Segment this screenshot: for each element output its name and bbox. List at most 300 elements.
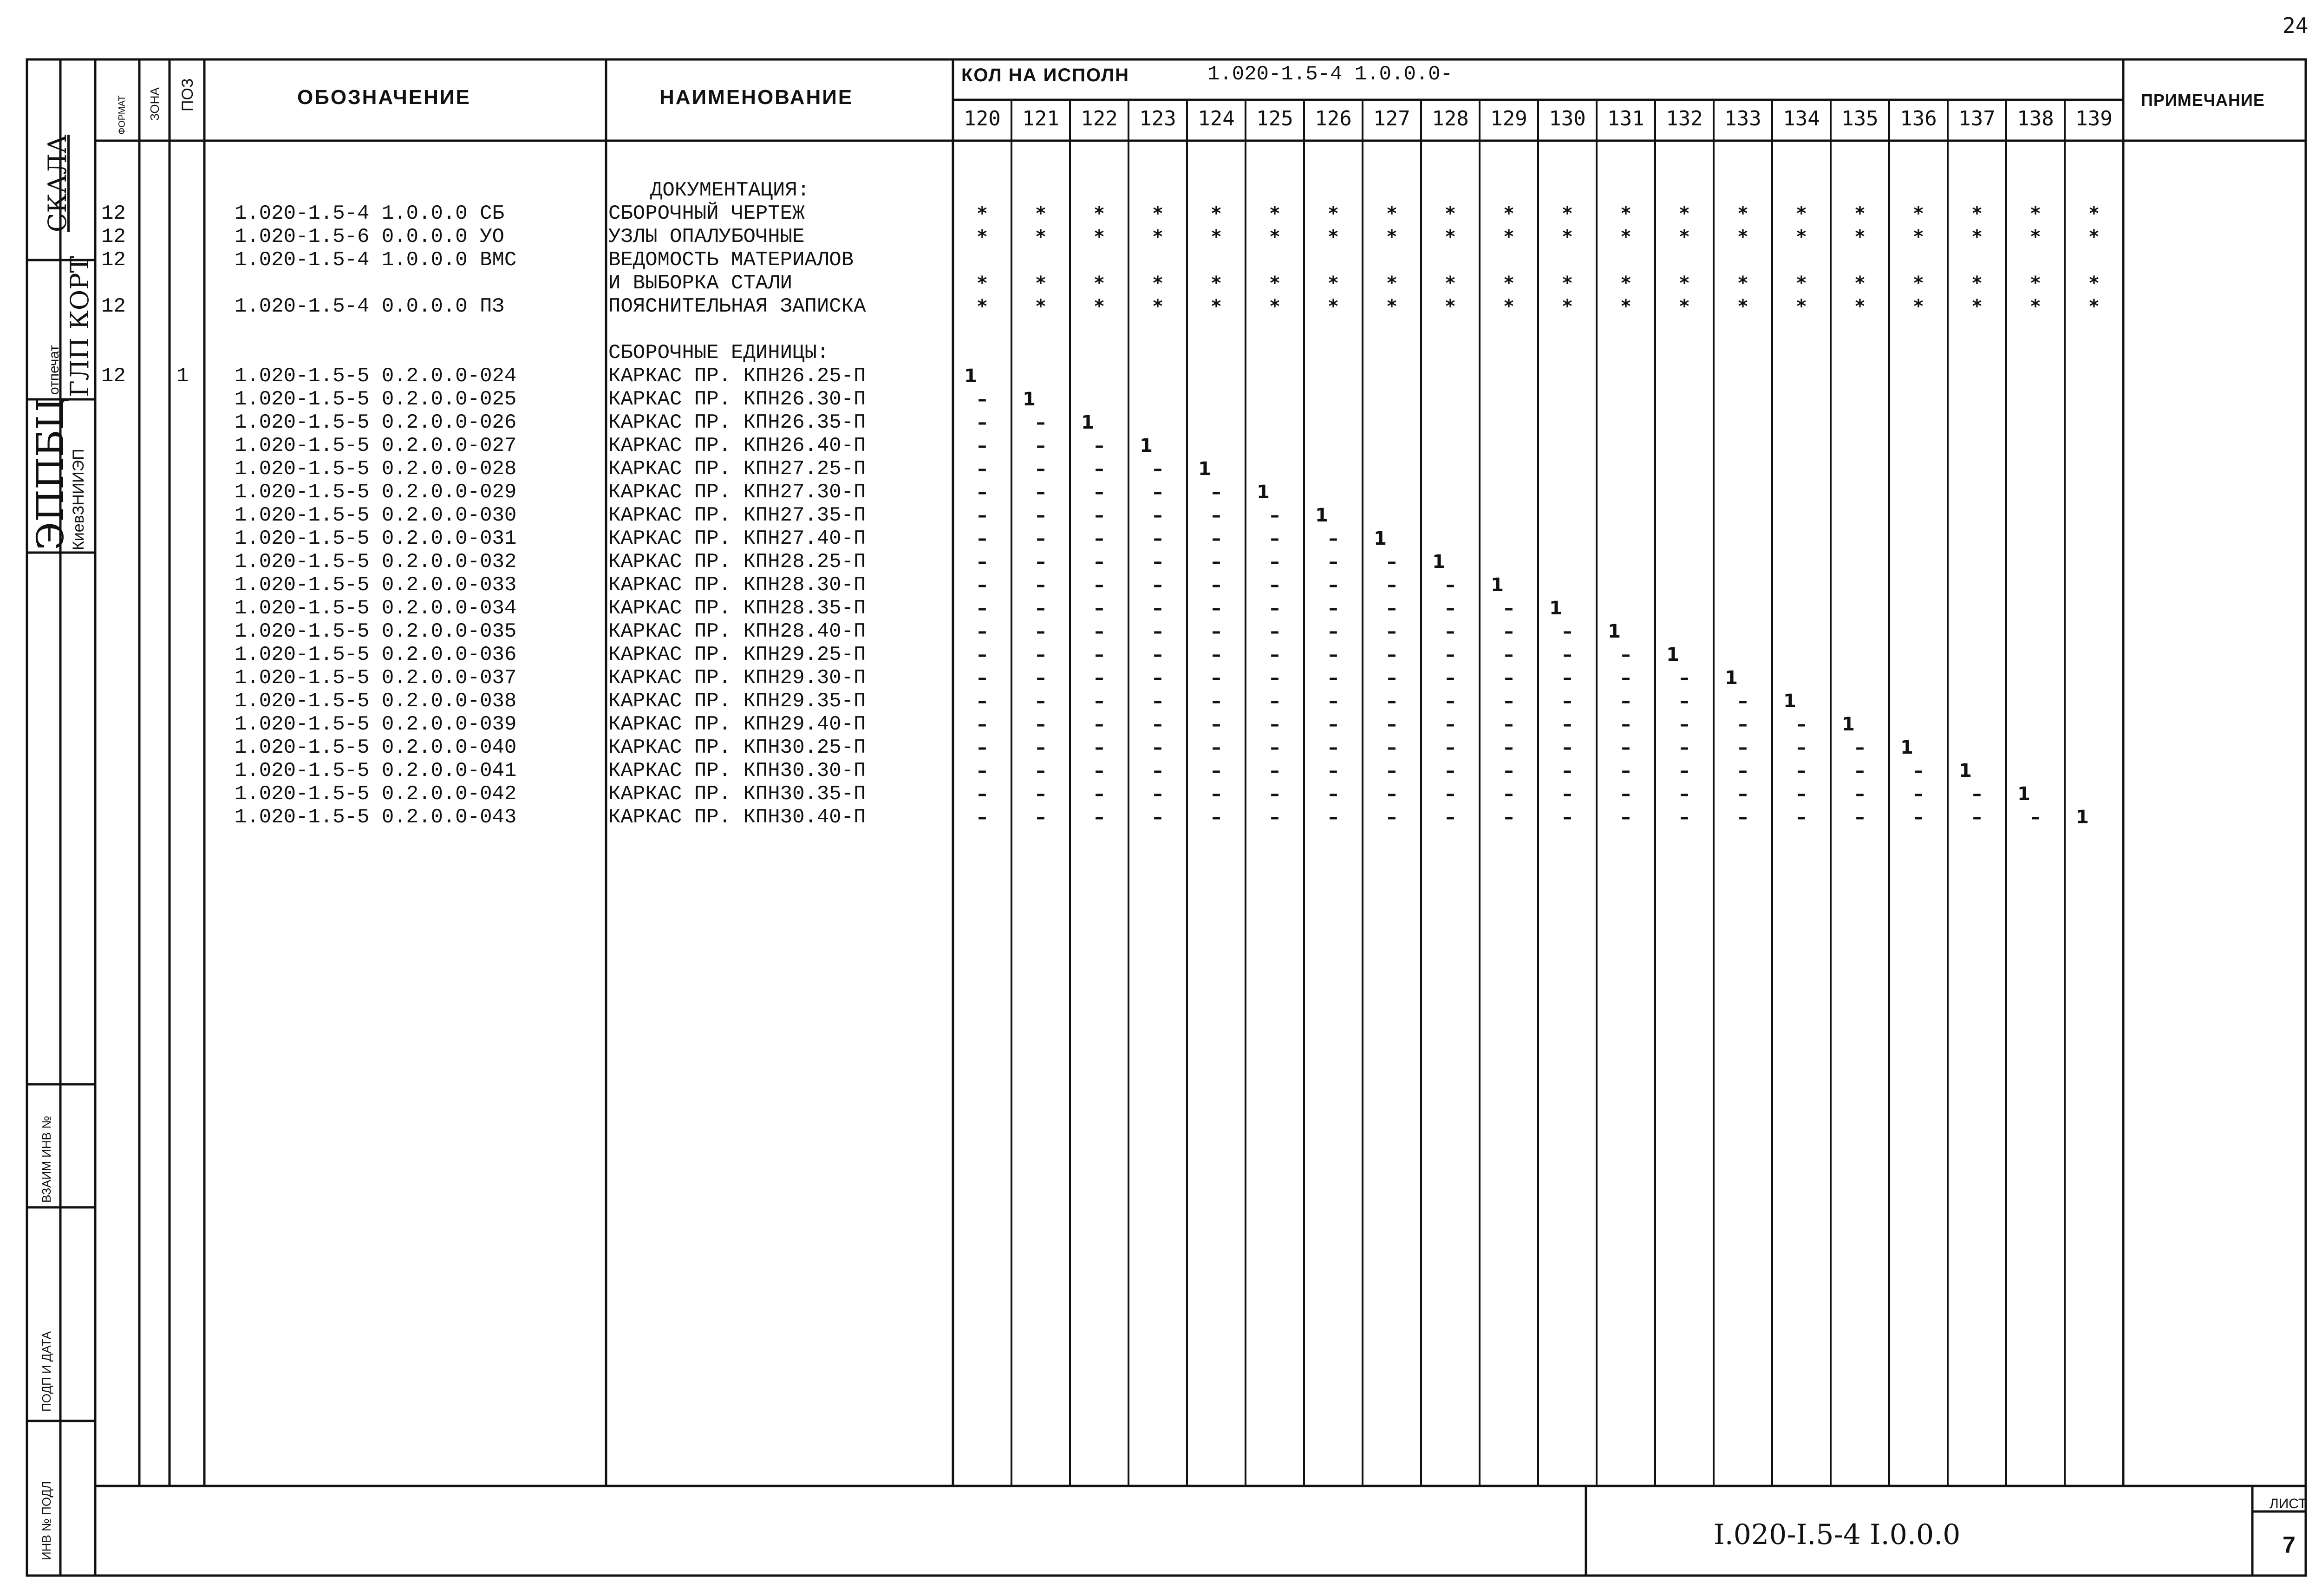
- qty-mark-dash: –: [1212, 760, 1221, 782]
- qty-mark-dash: –: [1095, 574, 1104, 596]
- row-designation: 1.020-1.5-5 0.2.0.0-028: [235, 457, 517, 481]
- qty-mark-dash: –: [1270, 598, 1279, 619]
- qty-mark-dash: –: [1563, 644, 1572, 665]
- row-name: И ВЫБОРКА СТАЛИ: [608, 272, 793, 295]
- qty-mark-dash: –: [1504, 644, 1513, 665]
- qty-mark-one: 1: [1900, 737, 1913, 758]
- row-designation: 1.020-1.5-5 0.2.0.0-040: [235, 736, 517, 759]
- qty-mark-dash: –: [1270, 574, 1279, 596]
- qty-mark: *: [1855, 203, 1865, 224]
- section-documentation: ДОКУМЕНТАЦИЯ:: [650, 179, 810, 202]
- title-doc-code: I.020-I.5-4 I.0.0.0: [1714, 1518, 1961, 1551]
- qty-mark: *: [1387, 226, 1397, 248]
- row-designation: 1.020-1.5-5 0.2.0.0-030: [235, 504, 517, 527]
- qty-mark-dash: –: [1329, 714, 1338, 735]
- qty-mark-dash: –: [1036, 807, 1045, 828]
- qty-mark-dash: –: [1036, 783, 1045, 805]
- qty-mark-dash: –: [1036, 667, 1045, 689]
- qty-mark-one: 1: [1257, 482, 1270, 503]
- qty-mark: *: [1153, 296, 1163, 317]
- row-designation: 1.020-1.5-5 0.2.0.0-024: [235, 365, 517, 388]
- qty-mark-dash: –: [1504, 783, 1513, 805]
- qty-mark-dash: –: [1680, 667, 1689, 689]
- qty-mark-dash: –: [1329, 644, 1338, 665]
- row-designation: 1.020-1.5-5 0.2.0.0-031: [235, 527, 517, 550]
- sheet-label: ЛИСТ: [2270, 1496, 2307, 1511]
- page-number: 24: [2283, 13, 2309, 38]
- row-name: КАРКАС ПР. КПН27.25-П: [608, 457, 866, 481]
- qty-mark-one: 1: [1081, 412, 1094, 433]
- qty-mark-dash: –: [1036, 528, 1045, 549]
- qty-mark-dash: –: [978, 691, 987, 712]
- row-designation: 1.020-1.5-5 0.2.0.0-032: [235, 550, 517, 573]
- qty-mark: *: [1972, 273, 1982, 294]
- row-name: КАРКАС ПР. КПН26.35-П: [608, 411, 866, 434]
- qty-column-number: 135: [1841, 107, 1878, 130]
- qty-mark-dash: –: [1212, 482, 1221, 503]
- row-name: СБОРОЧНЫЙ ЧЕРТЕЖ: [608, 202, 805, 225]
- qty-mark-dash: –: [1153, 760, 1162, 782]
- qty-mark-dash: –: [1212, 621, 1221, 642]
- qty-mark-dash: –: [1914, 783, 1923, 805]
- row-name: КАРКАС ПР. КПН30.30-П: [608, 759, 866, 782]
- qty-mark-dash: –: [1036, 598, 1045, 619]
- qty-mark: *: [1328, 296, 1338, 317]
- row-designation: 1.020-1.5-5 0.2.0.0-025: [235, 388, 517, 411]
- row-format: 12: [101, 202, 126, 225]
- row-designation: 1.020-1.5-5 0.2.0.0-039: [235, 713, 517, 736]
- qty-column-number: 125: [1256, 107, 1293, 130]
- qty-mark-one: 1: [1959, 760, 1972, 782]
- qty-mark: *: [1738, 273, 1748, 294]
- sheet-number: 7: [2283, 1532, 2296, 1558]
- qty-mark-dash: –: [1153, 574, 1162, 596]
- qty-mark-dash: –: [978, 760, 987, 782]
- qty-mark-dash: –: [1036, 644, 1045, 665]
- qty-mark-dash: –: [1095, 482, 1104, 503]
- qty-mark-dash: –: [978, 482, 987, 503]
- qty-mark-dash: –: [1855, 760, 1865, 782]
- qty-mark-dash: –: [1621, 667, 1631, 689]
- qty-mark-dash: –: [1153, 505, 1162, 526]
- qty-mark-dash: –: [1563, 667, 1572, 689]
- qty-mark-dash: –: [1387, 783, 1396, 805]
- qty-mark: *: [1387, 296, 1397, 317]
- qty-mark-dash: –: [1914, 760, 1923, 782]
- qty-mark-dash: –: [1446, 598, 1455, 619]
- qty-mark: *: [1504, 203, 1514, 224]
- qty-mark-one: 1: [2017, 783, 2030, 805]
- qty-mark-one: 1: [2076, 807, 2089, 828]
- qty-mark-dash: –: [1446, 760, 1455, 782]
- qty-mark-dash: –: [1738, 691, 1748, 712]
- qty-mark: *: [2030, 203, 2041, 224]
- qty-mark: *: [1270, 203, 1280, 224]
- qty-mark: *: [1855, 296, 1865, 317]
- row-designation: 1.020-1.5-6 0.0.0.0 УО: [235, 225, 504, 248]
- qty-mark-dash: –: [1329, 760, 1338, 782]
- qty-mark-dash: –: [978, 574, 987, 596]
- qty-mark-dash: –: [1680, 760, 1689, 782]
- qty-mark-dash: –: [1446, 783, 1455, 805]
- qty-mark-dash: –: [1855, 737, 1865, 758]
- qty-mark: *: [1270, 273, 1280, 294]
- qty-mark-dash: –: [1036, 714, 1045, 735]
- row-designation: 1.020-1.5-5 0.2.0.0-026: [235, 411, 517, 434]
- qty-mark-dash: –: [1036, 458, 1045, 480]
- qty-mark-dash: –: [1738, 737, 1748, 758]
- qty-column-number: 132: [1666, 107, 1703, 130]
- row-name: ВЕДОМОСТЬ МАТЕРИАЛОВ: [608, 248, 854, 272]
- qty-mark: *: [1328, 226, 1338, 248]
- qty-mark: *: [1738, 203, 1748, 224]
- qty-mark: *: [1445, 296, 1455, 317]
- stamp-check: СКАЛА: [43, 135, 72, 232]
- qty-mark-dash: –: [978, 598, 987, 619]
- qty-mark-dash: –: [1153, 783, 1162, 805]
- qty-mark-dash: –: [1621, 691, 1631, 712]
- qty-mark: *: [1972, 203, 1982, 224]
- qty-mark: *: [1504, 296, 1514, 317]
- qty-mark-one: 1: [1842, 714, 1855, 735]
- qty-mark: *: [1913, 226, 1924, 248]
- qty-mark-dash: –: [1914, 807, 1923, 828]
- qty-mark-dash: –: [1153, 691, 1162, 712]
- row-designation: 1.020-1.5-5 0.2.0.0-037: [235, 666, 517, 690]
- qty-mark-dash: –: [1797, 714, 1806, 735]
- qty-mark: *: [1855, 226, 1865, 248]
- qty-mark-dash: –: [1329, 667, 1338, 689]
- qty-column-number: 122: [1081, 107, 1118, 130]
- qty-column-number: 133: [1724, 107, 1761, 130]
- qty-mark-dash: –: [1797, 737, 1806, 758]
- qty-mark-dash: –: [1095, 528, 1104, 549]
- row-name: КАРКАС ПР. КПН27.30-П: [608, 481, 866, 504]
- qty-mark-dash: –: [1212, 574, 1221, 596]
- qty-mark-dash: –: [1212, 598, 1221, 619]
- qty-mark: *: [1796, 273, 1807, 294]
- qty-mark: *: [1445, 226, 1455, 248]
- qty-mark-dash: –: [1855, 783, 1865, 805]
- qty-mark-dash: –: [1387, 551, 1396, 573]
- qty-mark-dash: –: [1095, 644, 1104, 665]
- qty-mark: *: [1153, 226, 1163, 248]
- qty-mark-dash: –: [1329, 621, 1338, 642]
- qty-mark: *: [1913, 273, 1924, 294]
- qty-mark-dash: –: [1329, 807, 1338, 828]
- qty-mark-dash: –: [1621, 807, 1631, 828]
- qty-mark-dash: –: [1621, 644, 1631, 665]
- qty-mark: *: [1270, 226, 1280, 248]
- qty-mark-dash: –: [978, 667, 987, 689]
- stamp-vert-1: ВЗАИМ ИНВ №: [39, 1115, 53, 1203]
- qty-mark-dash: –: [1095, 435, 1104, 456]
- qty-mark-one: 1: [1140, 435, 1153, 456]
- row-name: КАРКАС ПР. КПН26.30-П: [608, 388, 866, 411]
- qty-mark-dash: –: [1387, 807, 1396, 828]
- qty-mark-dash: –: [1563, 714, 1572, 735]
- qty-column-number: 136: [1900, 107, 1937, 130]
- qty-mark-dash: –: [978, 505, 987, 526]
- qty-mark-dash: –: [1270, 667, 1279, 689]
- qty-mark-dash: –: [1036, 482, 1045, 503]
- qty-mark-dash: –: [1563, 807, 1572, 828]
- qty-column-number: 130: [1549, 107, 1586, 130]
- qty-mark: *: [1913, 203, 1924, 224]
- qty-mark-dash: –: [1095, 737, 1104, 758]
- qty-mark-one: 1: [1198, 458, 1211, 480]
- qty-column-number: 139: [2075, 107, 2113, 130]
- qty-mark-dash: –: [1329, 528, 1338, 549]
- qty-mark-dash: –: [978, 737, 987, 758]
- qty-mark-one: 1: [1374, 528, 1387, 549]
- qty-mark-dash: –: [1680, 737, 1689, 758]
- qty-column-number: 120: [964, 107, 1001, 130]
- qty-mark: *: [1036, 203, 1046, 224]
- qty-mark-dash: –: [1621, 737, 1631, 758]
- qty-mark-dash: –: [1212, 528, 1221, 549]
- qty-mark-dash: –: [1270, 737, 1279, 758]
- qty-mark-dash: –: [1095, 598, 1104, 619]
- qty-mark: *: [1855, 273, 1865, 294]
- qty-mark-dash: –: [1504, 621, 1513, 642]
- qty-mark-dash: –: [1153, 621, 1162, 642]
- qty-mark-dash: –: [1563, 783, 1572, 805]
- qty-mark-dash: –: [1680, 807, 1689, 828]
- row-name: КАРКАС ПР. КПН29.35-П: [608, 690, 866, 713]
- row-designation: 1.020-1.5-5 0.2.0.0-042: [235, 782, 517, 806]
- qty-mark-dash: –: [1095, 458, 1104, 480]
- qty-mark-dash: –: [1329, 551, 1338, 573]
- qty-mark: *: [2089, 273, 2099, 294]
- row-name: КАРКАС ПР. КПН30.35-П: [608, 782, 866, 806]
- qty-mark-dash: –: [1387, 574, 1396, 596]
- qty-mark: *: [1796, 296, 1807, 317]
- qty-mark-dash: –: [1504, 737, 1513, 758]
- qty-mark-dash: –: [1621, 783, 1631, 805]
- qty-mark-dash: –: [1680, 714, 1689, 735]
- qty-mark-dash: –: [1036, 412, 1045, 433]
- stamp-vert-3: ИНВ № ПОДЛ: [39, 1481, 53, 1560]
- stamp-org: ЭППБЦ: [29, 397, 72, 550]
- qty-mark-dash: –: [1504, 667, 1513, 689]
- row-designation: 1.020-1.5-4 1.0.0.0 СБ: [235, 202, 504, 225]
- qty-mark: *: [1679, 273, 1689, 294]
- qty-mark: *: [1621, 203, 1631, 224]
- qty-mark-dash: –: [978, 714, 987, 735]
- qty-mark-dash: –: [1153, 667, 1162, 689]
- qty-mark-dash: –: [1329, 691, 1338, 712]
- qty-mark-dash: –: [1797, 807, 1806, 828]
- qty-mark-dash: –: [1212, 807, 1221, 828]
- qty-mark: *: [1562, 203, 1572, 224]
- row-designation: 1.020-1.5-5 0.2.0.0-038: [235, 690, 517, 713]
- qty-mark: *: [1328, 203, 1338, 224]
- qty-column-number: 129: [1490, 107, 1527, 130]
- qty-mark-one: 1: [1315, 505, 1328, 526]
- qty-column-number: 134: [1783, 107, 1820, 130]
- qty-mark-dash: –: [1270, 783, 1279, 805]
- qty-mark-dash: –: [1036, 621, 1045, 642]
- qty-mark-dash: –: [1504, 807, 1513, 828]
- qty-mark-dash: –: [1153, 482, 1162, 503]
- qty-mark-one: 1: [1666, 644, 1679, 665]
- qty-mark-dash: –: [1212, 644, 1221, 665]
- qty-mark-dash: –: [1446, 714, 1455, 735]
- qty-mark-one: 1: [1549, 598, 1562, 619]
- qty-mark: *: [1679, 296, 1689, 317]
- qty-mark-dash: –: [1504, 760, 1513, 782]
- qty-doc-header: 1.020-1.5-4 1.0.0.0-: [1207, 63, 1453, 86]
- qty-mark-dash: –: [1680, 691, 1689, 712]
- format-header: ФОРМАТ: [117, 95, 127, 135]
- qty-mark-dash: –: [1212, 551, 1221, 573]
- row-format: 12: [101, 248, 126, 272]
- row-name: КАРКАС ПР. КПН29.30-П: [608, 666, 866, 690]
- qty-mark-dash: –: [1972, 807, 1982, 828]
- qty-mark: *: [977, 226, 987, 248]
- qty-mark-dash: –: [1387, 737, 1396, 758]
- qty-mark: *: [1270, 296, 1280, 317]
- qty-mark-dash: –: [1036, 574, 1045, 596]
- qty-mark-dash: –: [1095, 551, 1104, 573]
- qty-mark-dash: –: [1446, 644, 1455, 665]
- qty-mark-dash: –: [1855, 807, 1865, 828]
- qty-mark-dash: –: [1329, 574, 1338, 596]
- qty-mark-dash: –: [1387, 598, 1396, 619]
- qty-mark: *: [1094, 296, 1104, 317]
- qty-mark-dash: –: [1036, 505, 1045, 526]
- qty-mark: *: [1211, 226, 1221, 248]
- qty-mark: *: [2030, 273, 2041, 294]
- row-format: 12: [101, 225, 126, 248]
- qty-mark-dash: –: [1270, 551, 1279, 573]
- qty-mark-dash: –: [2031, 807, 2040, 828]
- qty-mark: *: [1036, 273, 1046, 294]
- qty-mark: *: [1679, 203, 1689, 224]
- qty-mark-dash: –: [1270, 691, 1279, 712]
- qty-mark: *: [1562, 226, 1572, 248]
- qty-mark-dash: –: [1153, 644, 1162, 665]
- qty-column-number: 126: [1315, 107, 1352, 130]
- qty-mark: *: [1328, 273, 1338, 294]
- section-assembly: СБОРОЧНЫЕ ЕДИНИЦЫ:: [608, 341, 829, 365]
- qty-mark-dash: –: [1270, 714, 1279, 735]
- stamp-dept: ГЛП КОРТ: [65, 256, 94, 397]
- zone-header: ЗОНА: [148, 87, 162, 121]
- qty-mark: *: [1972, 226, 1982, 248]
- qty-mark: *: [1387, 203, 1397, 224]
- qty-mark-one: 1: [1432, 551, 1445, 573]
- qty-mark-dash: –: [1738, 760, 1748, 782]
- qty-mark: *: [1621, 226, 1631, 248]
- qty-mark: *: [1153, 273, 1163, 294]
- qty-mark-dash: –: [1563, 737, 1572, 758]
- qty-mark-dash: –: [978, 458, 987, 480]
- qty-mark-dash: –: [1270, 505, 1279, 526]
- row-designation: 1.020-1.5-5 0.2.0.0-034: [235, 597, 517, 620]
- name-header: НАИМЕНОВАНИЕ: [659, 86, 854, 109]
- qty-mark-dash: –: [1153, 598, 1162, 619]
- qty-mark-dash: –: [1270, 644, 1279, 665]
- qty-mark-dash: –: [1036, 760, 1045, 782]
- qty-mark-dash: –: [1738, 807, 1748, 828]
- row-designation: 1.020-1.5-5 0.2.0.0-041: [235, 759, 517, 782]
- row-name: КАРКАС ПР. КПН30.40-П: [608, 806, 866, 829]
- qty-mark-dash: –: [978, 644, 987, 665]
- qty-mark-dash: –: [978, 807, 987, 828]
- qty-mark-dash: –: [978, 528, 987, 549]
- qty-mark: *: [1562, 296, 1572, 317]
- qty-mark: *: [1094, 203, 1104, 224]
- qty-mark: *: [1679, 226, 1689, 248]
- qty-mark-dash: –: [1329, 737, 1338, 758]
- qty-mark-dash: –: [1095, 807, 1104, 828]
- qty-mark: *: [2089, 226, 2099, 248]
- row-name: КАРКАС ПР. КПН29.40-П: [608, 713, 866, 736]
- row-name: КАРКАС ПР. КПН27.35-П: [608, 504, 866, 527]
- qty-mark-dash: –: [1504, 598, 1513, 619]
- row-name: КАРКАС ПР. КПН30.25-П: [608, 736, 866, 759]
- stamp-vert-2: ПОДП И ДАТА: [39, 1331, 53, 1412]
- qty-column-number: 137: [1958, 107, 1996, 130]
- qty-mark-dash: –: [1153, 714, 1162, 735]
- qty-mark-dash: –: [1387, 644, 1396, 665]
- row-name: КАРКАС ПР. КПН28.25-П: [608, 550, 866, 573]
- qty-mark-dash: –: [1153, 807, 1162, 828]
- qty-mark: *: [1621, 273, 1631, 294]
- qty-mark: *: [1504, 226, 1514, 248]
- qty-mark-dash: –: [1095, 760, 1104, 782]
- row-designation: 1.020-1.5-5 0.2.0.0-027: [235, 434, 517, 457]
- qty-mark-dash: –: [1095, 783, 1104, 805]
- qty-mark: *: [1153, 203, 1163, 224]
- qty-mark-dash: –: [1797, 783, 1806, 805]
- pos-header: ПОЗ: [179, 78, 196, 111]
- row-designation: 1.020-1.5-5 0.2.0.0-036: [235, 643, 517, 666]
- qty-mark: *: [1036, 226, 1046, 248]
- qty-mark-dash: –: [1036, 435, 1045, 456]
- qty-mark-dash: –: [1387, 667, 1396, 689]
- qty-mark-dash: –: [1797, 760, 1806, 782]
- qty-mark: *: [1211, 296, 1221, 317]
- qty-mark-dash: –: [1036, 691, 1045, 712]
- qty-mark-dash: –: [1153, 458, 1162, 480]
- designation-header: ОБОЗНАЧЕНИЕ: [297, 86, 471, 109]
- qty-mark-dash: –: [1095, 691, 1104, 712]
- qty-mark-dash: –: [1621, 714, 1631, 735]
- qty-mark: *: [1504, 273, 1514, 294]
- qty-mark-dash: –: [1738, 783, 1748, 805]
- row-name: КАРКАС ПР. КПН26.40-П: [608, 434, 866, 457]
- qty-column-number: 121: [1022, 107, 1059, 130]
- qty-mark: *: [1445, 273, 1455, 294]
- qty-mark: *: [1211, 203, 1221, 224]
- qty-mark: *: [1211, 273, 1221, 294]
- qty-mark-one: 1: [1783, 691, 1796, 712]
- row-format: 12: [101, 295, 126, 318]
- qty-mark-dash: –: [1095, 714, 1104, 735]
- qty-mark-one: 1: [964, 365, 977, 387]
- row-name: КАРКАС ПР. КПН27.40-П: [608, 527, 866, 550]
- qty-mark-dash: –: [1270, 528, 1279, 549]
- row-name: КАРКАС ПР. КПН29.25-П: [608, 643, 866, 666]
- qty-mark: *: [1387, 273, 1397, 294]
- qty-mark-one: 1: [1725, 667, 1738, 689]
- qty-mark: *: [977, 296, 987, 317]
- row-name: КАРКАС ПР. КПН26.25-П: [608, 365, 866, 388]
- row-name: ПОЯСНИТЕЛЬНАЯ ЗАПИСКА: [608, 295, 866, 318]
